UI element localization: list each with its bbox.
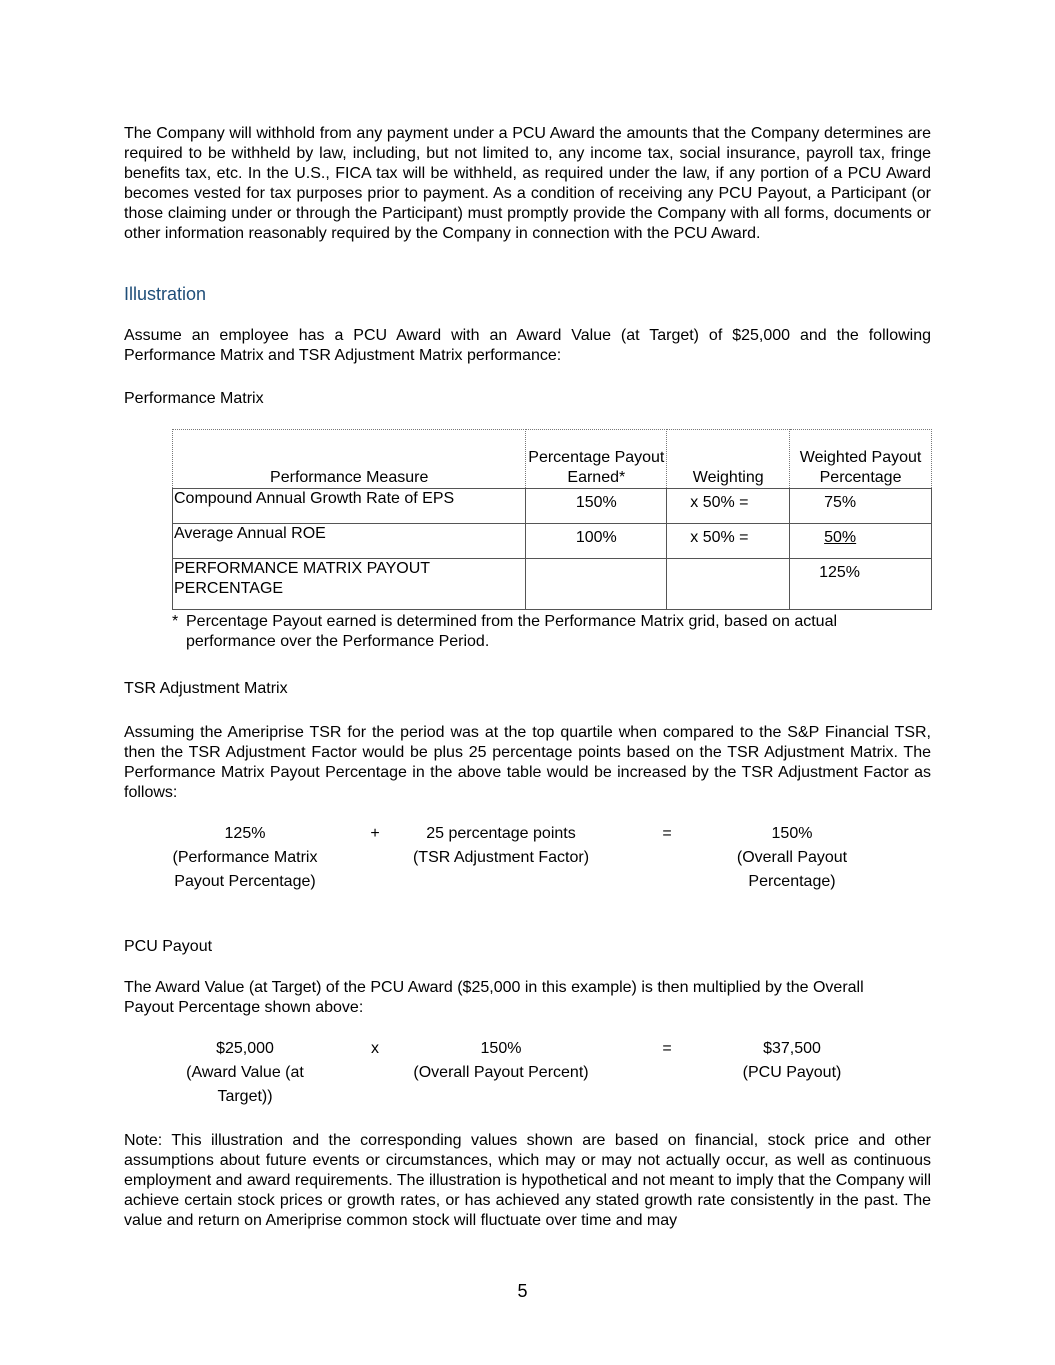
term-caption: (Performance Matrix Payout Percentage)	[172, 849, 318, 890]
row-weighted-value: 50%	[824, 529, 857, 546]
tsr-equation-operator: +	[370, 825, 380, 842]
tsr-equation-equals: =	[662, 825, 672, 842]
pcu-equation-equals: =	[662, 1040, 672, 1057]
pcu-payout-label: PCU Payout	[124, 938, 213, 955]
tsr-equation-term-a	[160, 822, 330, 894]
table-row	[173, 489, 932, 524]
pcu-equation-operator: x	[371, 1040, 379, 1057]
withholding-paragraph: The Company will withhold from any payment under a PCU Award the amounts that the Company determines are required to be withheld by law, including, but not limited to, any income tax, social insurance, payroll tax, fringe benefits tax, etc. In the U.S., FICA tax will be withheld, as required under the law, if any portion of a PCU Award becomes vested for tax purposes prior to payment. As a condition of receiving any PCU Payout, a Participant (or those claiming under or through the Participant) must promptly provide the Company with all forms, documents or other information reasonably required by the Company in connection with the PCU Award.	[124, 125, 931, 242]
row-measure: Average Annual ROE	[173, 524, 526, 559]
note-paragraph: Note: This illustration and the corresponding values shown are based on financial, stock price and other assumptions about future events or circumstances, which may or may not actually occur, as well as continuous employment and award requirements. The illustration is hypothetical and not meant to imply that the Company will achieve certain stock prices or growth rates, or has achieved any stated growth rate consistently in the past. The value and return on Ameriprise common stock will fluctuate over time and may	[124, 1132, 931, 1229]
tsr-equation-term-b	[395, 822, 607, 870]
illustration-heading: Illustration	[124, 284, 207, 304]
performance-matrix-table	[172, 429, 932, 610]
row-weighting	[667, 559, 790, 610]
table-header-row	[173, 430, 932, 489]
performance-matrix-label: Performance Matrix	[124, 390, 264, 407]
header-performance-measure: Performance Measure	[173, 430, 526, 489]
term-value: $37,500	[763, 1040, 821, 1057]
term-caption: (PCU Payout)	[742, 1064, 842, 1081]
row-measure: Compound Annual Growth Rate of EPS	[173, 489, 526, 524]
pcu-equation-term-b	[395, 1037, 607, 1085]
row-weighting: x 50% =	[667, 489, 790, 524]
pcu-equation-term-a	[170, 1037, 320, 1109]
term-value: 125%	[224, 825, 266, 842]
footnote-text: Percentage Payout earned is determined from the Performance Matrix grid, based on actual performance over the Performance Period.	[186, 613, 838, 650]
term-caption: (Award Value (at Target))	[186, 1064, 304, 1105]
assume-paragraph: Assume an employee has a PCU Award with an Award Value (at Target) of $25,000 and the following Performance Matrix and TSR Adjustment Matrix performance:	[124, 327, 931, 364]
term-caption: (Overall Payout Percent)	[413, 1064, 589, 1081]
term-caption: (Overall Payout Percentage)	[736, 849, 848, 890]
term-caption: (TSR Adjustment Factor)	[412, 849, 590, 866]
footnote	[172, 612, 912, 652]
row-payout: 100%	[526, 524, 667, 559]
table-row-total	[173, 559, 932, 610]
header-weighting: Weighting	[667, 430, 790, 489]
footnote-marker: *	[172, 613, 179, 630]
page-number: 5	[517, 1281, 528, 1301]
pcu-equation-result	[707, 1037, 877, 1085]
header-weighted-payout: Weighted Payout Percentage	[790, 430, 932, 489]
term-value: $25,000	[216, 1040, 274, 1057]
header-percentage-payout: Percentage Payout Earned*	[526, 430, 667, 489]
tsr-equation-result	[717, 822, 867, 894]
tsr-label: TSR Adjustment Matrix	[124, 680, 288, 697]
row-payout: 150%	[526, 489, 667, 524]
row-weighted	[790, 524, 932, 559]
row-weighting: x 50% =	[667, 524, 790, 559]
term-value: 25 percentage points	[426, 825, 576, 842]
term-value: 150%	[771, 825, 813, 842]
tsr-paragraph: Assuming the Ameriprise TSR for the period was at the top quartile when compared to the S&P Financial TSR, then the TSR Adjustment Factor would be plus 25 percentage points based on the TSR Adjustment Matrix. The Performance Matrix Payout Percentage in the above table would be increased by the TSR Adjustment Factor as follows:	[124, 724, 931, 801]
row-payout	[526, 559, 667, 610]
row-weighted: 125%	[790, 559, 932, 610]
row-measure: PERFORMANCE MATRIX PAYOUT PERCENTAGE	[173, 559, 526, 610]
term-value: 150%	[480, 1040, 522, 1057]
row-weighted: 75%	[790, 489, 932, 524]
pcu-payout-paragraph: The Award Value (at Target) of the PCU Award ($25,000 in this example) is then multiplied by the Overall Payout Percentage shown above:	[124, 979, 864, 1016]
table-row	[173, 524, 932, 559]
